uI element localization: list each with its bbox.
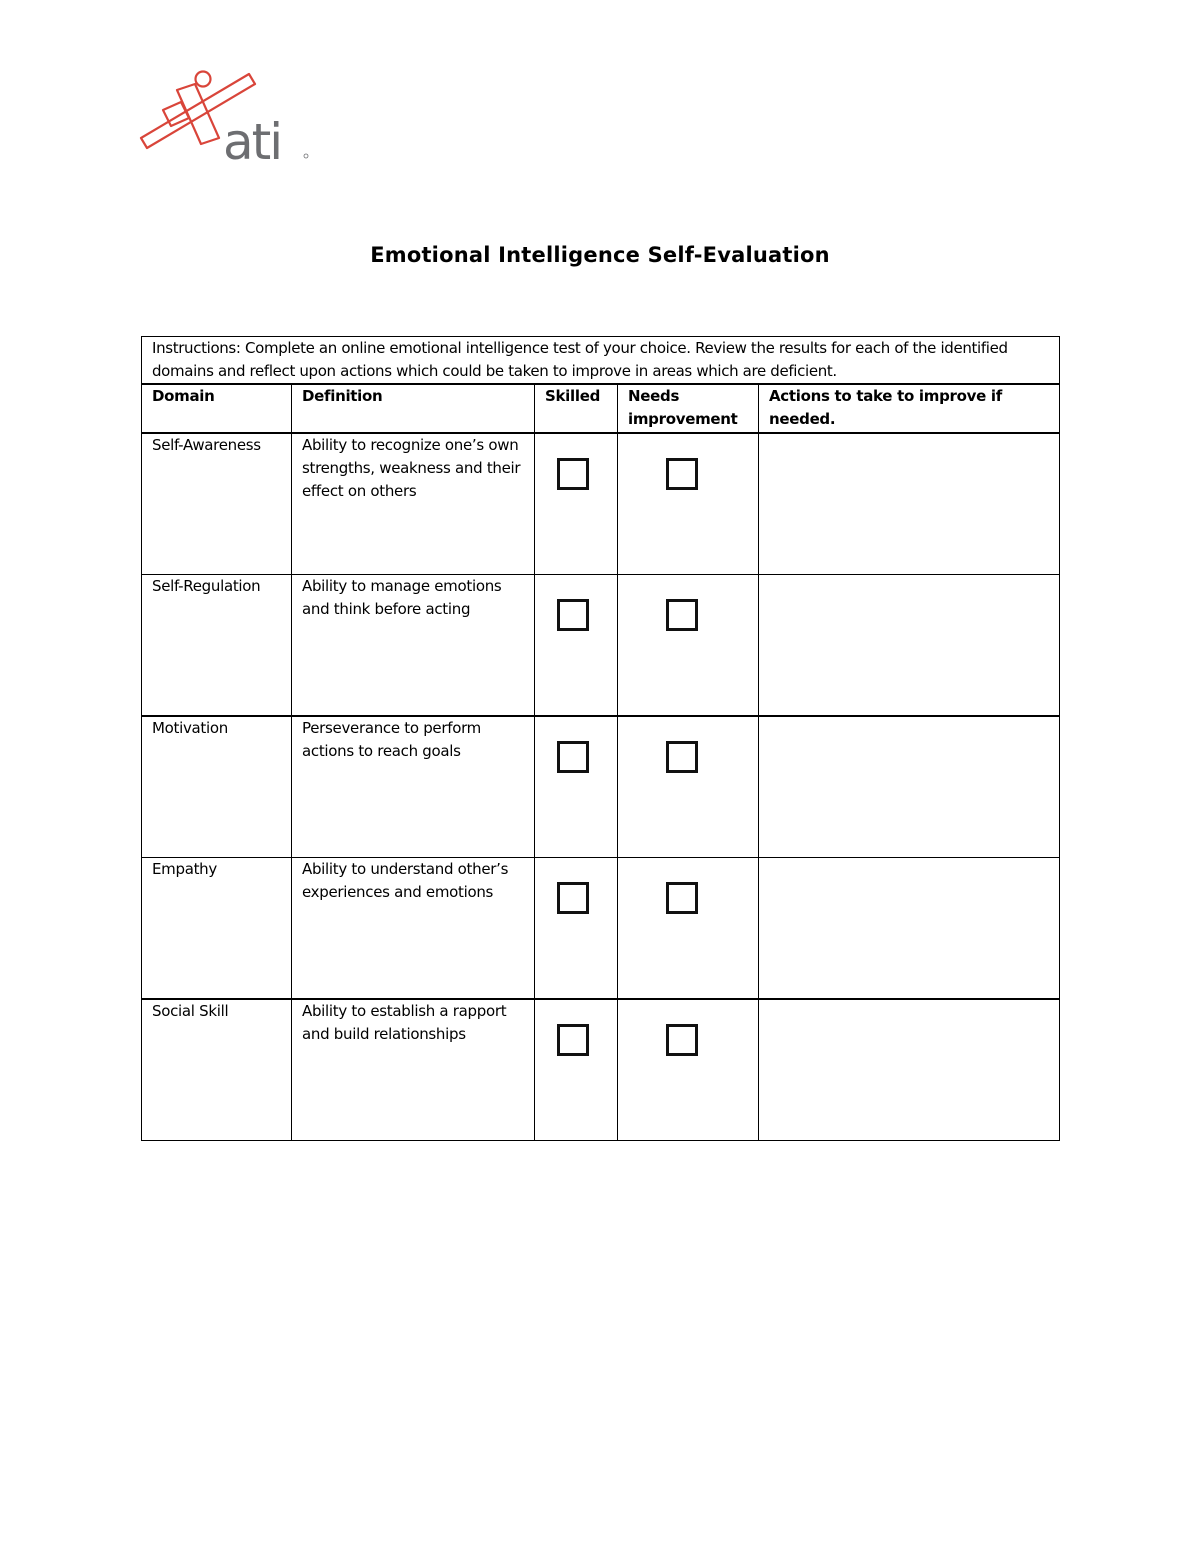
definition-cell: Ability to manage emotions and think before acting <box>292 575 535 717</box>
header-row <box>142 384 1060 433</box>
instructions-text: Instructions: Complete an online emotional intelligence test of your choice. Review the results for each of the identified domains and reflect upon actions which could be taken to improve in areas which are deficient. <box>142 337 1060 385</box>
actions-cell[interactable] <box>759 575 1060 717</box>
logo-text: ati <box>223 113 282 166</box>
definition-cell: Ability to establish a rapport and build relationships <box>292 999 535 1141</box>
domain-cell: Self-Awareness <box>142 433 292 575</box>
header-definition: Definition <box>292 384 535 433</box>
definition-cell: Ability to recognize one’s own strengths, weakness and their effect on others <box>292 433 535 575</box>
skilled-cell <box>535 433 618 575</box>
needs-improvement-cell <box>618 858 759 1000</box>
header-domain: Domain <box>142 384 292 433</box>
needs-improvement-checkbox[interactable] <box>666 882 698 914</box>
needs-improvement-checkbox[interactable] <box>666 599 698 631</box>
table-row <box>142 999 1060 1141</box>
actions-cell[interactable] <box>759 433 1060 575</box>
needs-improvement-cell <box>618 999 759 1141</box>
definition-cell: Perseverance to perform actions to reach goals <box>292 716 535 858</box>
definition-cell: Ability to understand other’s experiences and emotions <box>292 858 535 1000</box>
skilled-cell <box>535 575 618 717</box>
needs-improvement-cell <box>618 575 759 717</box>
table-row <box>142 716 1060 858</box>
evaluation-table <box>141 336 1060 1141</box>
skilled-cell <box>535 716 618 858</box>
table-row <box>142 575 1060 717</box>
header-needs-improvement: Needs improvement <box>618 384 759 433</box>
needs-improvement-checkbox[interactable] <box>666 1024 698 1056</box>
table-row <box>142 433 1060 575</box>
skilled-checkbox[interactable] <box>557 1024 589 1056</box>
skilled-cell <box>535 858 618 1000</box>
needs-improvement-checkbox[interactable] <box>666 458 698 490</box>
domain-cell: Motivation <box>142 716 292 858</box>
skilled-checkbox[interactable] <box>557 882 589 914</box>
instructions-row <box>142 337 1060 385</box>
ati-logo <box>137 66 317 166</box>
ati-logo-mark <box>137 66 317 166</box>
skilled-checkbox[interactable] <box>557 741 589 773</box>
page-title: Emotional Intelligence Self-Evaluation <box>370 243 830 267</box>
skilled-checkbox[interactable] <box>557 599 589 631</box>
skilled-checkbox[interactable] <box>557 458 589 490</box>
domain-cell: Empathy <box>142 858 292 1000</box>
domain-cell: Social Skill <box>142 999 292 1141</box>
domain-cell: Self-Regulation <box>142 575 292 717</box>
needs-improvement-checkbox[interactable] <box>666 741 698 773</box>
actions-cell[interactable] <box>759 716 1060 858</box>
needs-improvement-cell <box>618 433 759 575</box>
actions-cell[interactable] <box>759 858 1060 1000</box>
table-row <box>142 858 1060 1000</box>
header-actions: Actions to take to improve if needed. <box>759 384 1060 433</box>
header-skilled: Skilled <box>535 384 618 433</box>
needs-improvement-cell <box>618 716 759 858</box>
skilled-cell <box>535 999 618 1141</box>
actions-cell[interactable] <box>759 999 1060 1141</box>
